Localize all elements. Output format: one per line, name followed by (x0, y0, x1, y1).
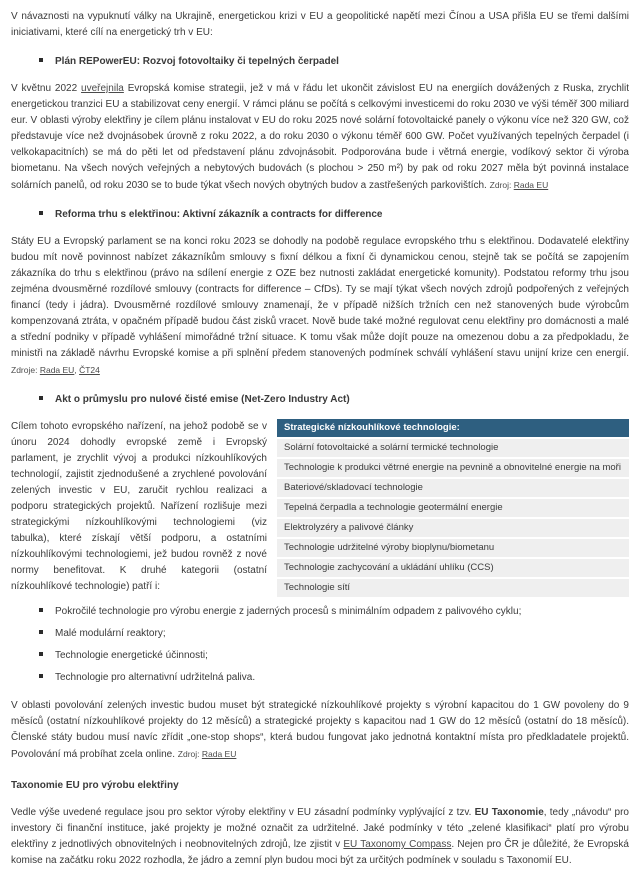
text-segment: Vedle výše uvedené regulace jsou pro sektor výroby elektřiny v EU zásadní podmínky vyplývající z tzv. (11, 807, 475, 818)
bullet-text: Malé modulární reaktory; (55, 628, 166, 639)
text-segment: , tedy „návodu“ pro investory či finanční instituce, jaké projekty je možné označit za udržitelné. Jaké podmínky v této „zelené klasifikaci“ platí pro výrobu elektřiny z jednotlivých obnovitelných i neobnovitelných zdrojů, lze zjistit v (11, 807, 629, 850)
taxonomy-heading: Taxonomie EU pro výrobu elektřiny (11, 780, 179, 791)
text-segment: . Nejen pro ČR je důležité, že Evropská komise na začátku roku 2022 rozhodla, že jádro a zemní plyn budou moci být za určitých podmínek v souladu s Taxonomií EU. (11, 839, 629, 866)
strategic-technologies-table (277, 419, 629, 597)
table-row: Technologie sítí (277, 577, 629, 597)
table-row: Tepelná čerpadla a technologie geotermální energie (277, 497, 629, 517)
permitting-paragraph (11, 698, 629, 763)
bullet-icon (39, 608, 43, 612)
text-segment: V květnu 2022 (11, 83, 82, 94)
text-segment: Státy EU a Evropský parlament se na konci roku 2023 se dohodly na podobě regulace evropského trhu s elektřinou. Dodavatelé elektřiny budou mít nově povinnost nabízet zákazníkům smlouvy s fixní délkou a fixní či dynamickou cenou, stejně tak se počítá se zapojením zákazníka do trhu s elektřinou (právo na sdílení energie z OZE bez nutnosti zakládat energetické komunity). Podstatou reformy trhu jsou zejména dvousměrné rozdílové smlouvy (contracts for difference – CfDs). Ty se mají týkat všech nových zdrojů podpořených z veřejných financí (tedy i jádra). Dvousměrné rozdílové smlouvy znamenají, že v případě nižších tržních cen než stanovených bude výrobcům kompenzovaná ztráta, v opačném případě budou část zisků vracet. Nově bude také možné regulovat cenu elektřiny pro domácnosti a malé a střední podniky v případě vyhlášení mimořádné tržní situace. K tomu však může dojít pouze na omezenou dobu a za předpokladu, že ministři na základě návrhu Evropské komise a při splnění předem stanovených podmínek schválí vyhlášení stavu unijní krize cen energií. (11, 236, 629, 359)
inline-link[interactable]: Rada EU (39, 365, 75, 375)
bullet-icon (39, 652, 43, 656)
table-row: Technologie zachycování a ukládání uhlíku (CCS) (277, 557, 629, 577)
table-row: Solární fotovoltaické a solární termické technologie (277, 437, 629, 457)
inline-link[interactable]: uveřejnila (81, 83, 124, 94)
table-row: Elektrolyzéry a palivové články (277, 517, 629, 537)
text-segment: Zdroj: (489, 180, 514, 190)
section-heading-text: Reforma trhu s elektřinou: Aktivní zákazník a contracts for difference (55, 209, 383, 220)
bullet-item (11, 626, 629, 642)
inline-link[interactable]: Rada EU (513, 180, 549, 190)
inline-link[interactable]: ČT24 (79, 365, 100, 375)
inline-link[interactable]: EU Taxonomy Compass (343, 839, 452, 850)
bullet-text: Pokročilé technologie pro výrobu energie z jaderných procesů s minimálním odpadem z palivového cyklu; (55, 606, 522, 617)
table-row: Bateriové/skladovací technologie (277, 477, 629, 497)
bullet-icon (39, 211, 43, 215)
text-segment: Cílem tohoto evropského nařízení, na jehož podobě se v únoru 2024 dohodly evropské země i Evropský parlament, je zrychlit vývoj a produkci nízkouhlíkových technologií, zajistit zjednodušené a zrychlené povolování zelených investic v EU, zaručit rychlou realizaci a podporu strategických projektů. Nařízení rozlišuje mezi strategickými nízkouhlíkovými technologiemi (viz tabulka), které získají větší podporu, a ostatními nízkouhlíkovými technologiemi, jež budou rovněž z nové normy benefitovat. K druhé kategorii (ostatní nízkouhlíkové technologie) patří i: (11, 421, 267, 592)
table-row: Technologie k produkci větrné energie na pevnině a obnovitelné energie na moři (277, 457, 629, 477)
text-segment: Evropská komise strategii, jež v má v řádu let ukončit závislost EU na energiích dovážených z Ruska, zrychlit energetickou tranzici EU a stabilizovat ceny energií. V rámci plánu se počítá s celkovými investicemi do roku 2030 ve výši téměř 300 miliard eur. V oblasti výroby elektřiny je cílem plánu instalovat v EU do roku 2025 nové solární fotovoltaické panely o výkonu více než 320 GW, což představuje více než dvojnásobek úrovně z roku 2022, a do roku 2030 o výkonu téměř 600 GW. Počet využívaných tepelných čerpadel (i velkokapacitních) se má do pěti let od představení plánu zdvojnásobit. Podporována bude i větrná energie, vodíkový sektor či výroba biometanu. Na všech nových veřejných a nebytových budovách (s plochou > 250 m²) by pak od roku 2027 měla být povinná instalace solárních panelů, od roku 2030 se to bude týkat všech nových obytných budov a zastřešených parkovištích. (11, 83, 630, 191)
section-heading-repowereu (11, 54, 629, 70)
table-header: Strategické nízkouhlíkové technologie: (277, 419, 629, 437)
bullet-text: Technologie energetické účinnosti; (55, 650, 208, 661)
inline-link[interactable]: Rada EU (201, 749, 237, 759)
text-segment: Zdroj: (177, 749, 202, 759)
bullet-icon (39, 396, 43, 400)
section-heading-netzero-act (11, 392, 629, 408)
market-reform-paragraph (11, 234, 629, 379)
text-segment: , (74, 365, 80, 375)
intro-paragraph: V návaznosti na vypuknutí války na Ukrajině, energetickou krizi v EU a geopolitické napětí mezi Čínou a USA přišla EU se třemi dalšími iniciativami, které cílí na energetický trh v EU: (11, 11, 629, 38)
bullet-icon (39, 674, 43, 678)
section-heading-text: Plán REPowerEU: Rozvoj fotovoltaiky či tepelných čerpadel (55, 56, 339, 67)
bullet-item (11, 648, 629, 664)
taxonomy-paragraph (11, 805, 629, 869)
section-heading-market-reform (11, 207, 629, 223)
repowereu-paragraph (11, 81, 629, 194)
netzero-section (11, 419, 629, 595)
text-segment: Zdroje: (11, 365, 40, 375)
other-technologies-list (11, 604, 629, 686)
text-segment: EU Taxonomie (474, 807, 544, 818)
text-segment: V oblasti povolování zelených investic budou muset být strategické nízkouhlíkové projekty s výrobní kapacitou do 1 GW povoleny do 9 měsíců (ostatní nízkouhlíkové projekty do 12 měsíců) a strategické projekty s kapacitou nad 1 GW do 12 měsíců (ostatní do 18 měsíců). Členské státy budou musí navíc zřídit „one-stop shops“, která budou fungovat jako jednotná kontaktní místa pro předkladatele projektů. Povolování má probíhat zcela online. (11, 700, 629, 760)
section-heading-text: Akt o průmyslu pro nulové čisté emise (Net-Zero Industry Act) (55, 394, 350, 405)
bullet-item (11, 670, 629, 686)
bullet-text: Technologie pro alternativní udržitelná paliva. (55, 672, 256, 683)
bullet-icon (39, 58, 43, 62)
table-row: Technologie udržitelné výroby bioplynu/biometanu (277, 537, 629, 557)
bullet-item (11, 604, 629, 620)
bullet-icon (39, 630, 43, 634)
table-body (277, 437, 629, 597)
